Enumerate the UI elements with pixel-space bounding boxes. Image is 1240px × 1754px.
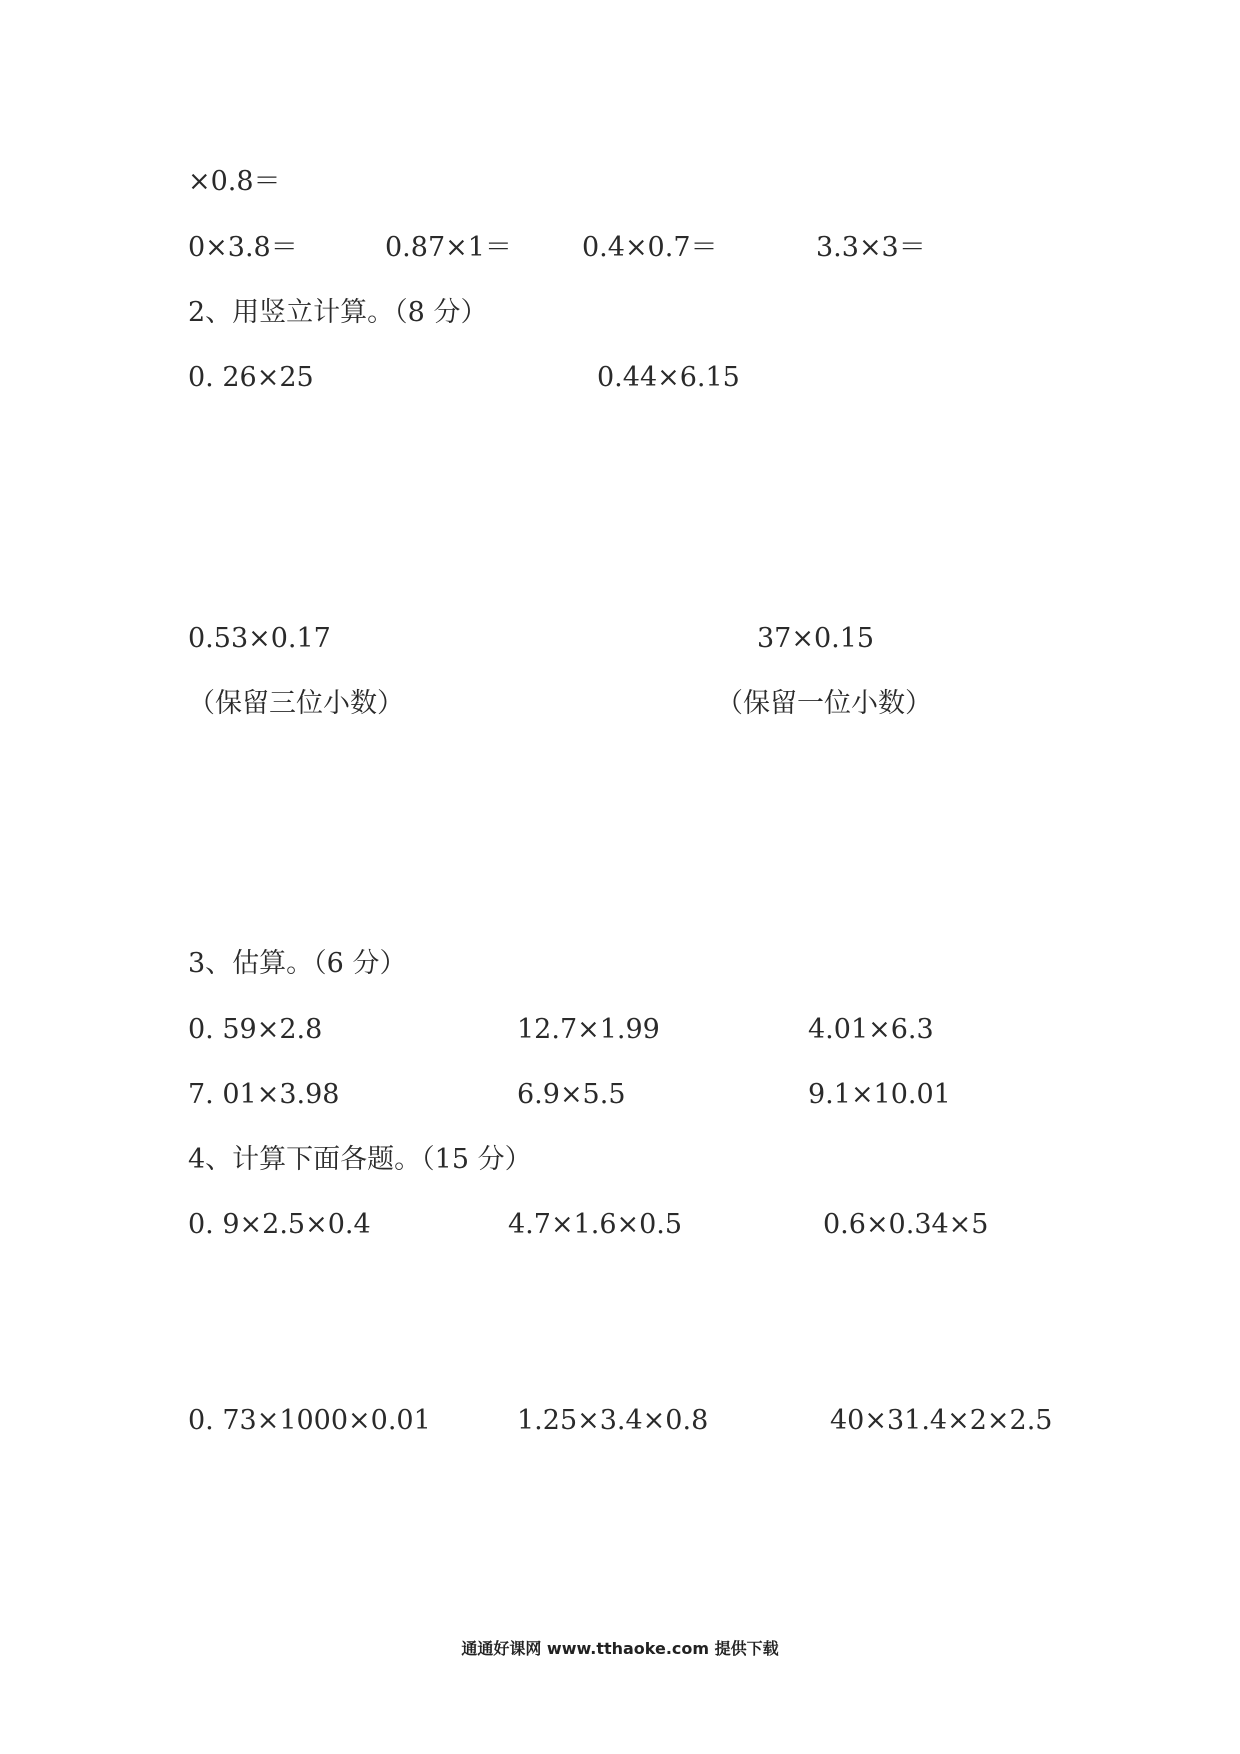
- problem-text: 4.01×6.3: [808, 1014, 934, 1045]
- problem-text: 0×3.8＝: [188, 232, 298, 263]
- problem-text: 0.44×6.15: [597, 362, 740, 393]
- problem-line: [0, 1401, 1240, 1441]
- problem-text: 6.9×5.5: [517, 1079, 626, 1110]
- problem-text: 4.7×1.6×0.5: [508, 1209, 683, 1240]
- problem-line: [0, 228, 1240, 268]
- footer-source: 通通好课网 www.tthaoke.com 提供下载: [461, 1639, 779, 1658]
- problem-text: 37×0.15: [757, 623, 875, 654]
- problem-line: [0, 619, 1240, 659]
- problem-text: 1.25×3.4×0.8: [517, 1405, 709, 1436]
- problem-text: ×0.8＝: [188, 166, 281, 197]
- problem-text: 7. 01×3.98: [188, 1079, 340, 1110]
- section-heading: [0, 944, 1240, 984]
- problem-text: 0.53×0.17: [188, 623, 331, 654]
- problem-text: 0. 59×2.8: [188, 1014, 323, 1045]
- problem-line: [0, 684, 1240, 724]
- problem-text: 0.6×0.34×5: [823, 1209, 989, 1240]
- section-heading: [0, 1140, 1240, 1180]
- problem-text: 9.1×10.01: [808, 1079, 951, 1110]
- problem-note: （保留一位小数）: [716, 688, 932, 719]
- section-title: 4、计算下面各题。（15 分）: [188, 1144, 532, 1175]
- problem-line: [0, 358, 1240, 398]
- problem-line: [0, 162, 1240, 202]
- problem-text: 40×31.4×2×2.5: [830, 1405, 1053, 1436]
- problem-text: 0. 26×25: [188, 362, 314, 393]
- problem-note: （保留三位小数）: [188, 688, 404, 719]
- problem-text: 0. 9×2.5×0.4: [188, 1209, 371, 1240]
- problem-text: 0.87×1＝: [385, 232, 512, 263]
- section-title: 2、用竖立计算。（8 分）: [188, 297, 488, 328]
- problem-text: 3.3×3＝: [816, 232, 926, 263]
- problem-line: [0, 1205, 1240, 1245]
- section-heading: [0, 293, 1240, 333]
- section-title: 3、估算。（6 分）: [188, 948, 407, 979]
- problem-line: [0, 1010, 1240, 1050]
- problem-line: [0, 1075, 1240, 1115]
- problem-text: 0.4×0.7＝: [582, 232, 718, 263]
- problem-text: 12.7×1.99: [517, 1014, 660, 1045]
- problem-text: 0. 73×1000×0.01: [188, 1405, 431, 1436]
